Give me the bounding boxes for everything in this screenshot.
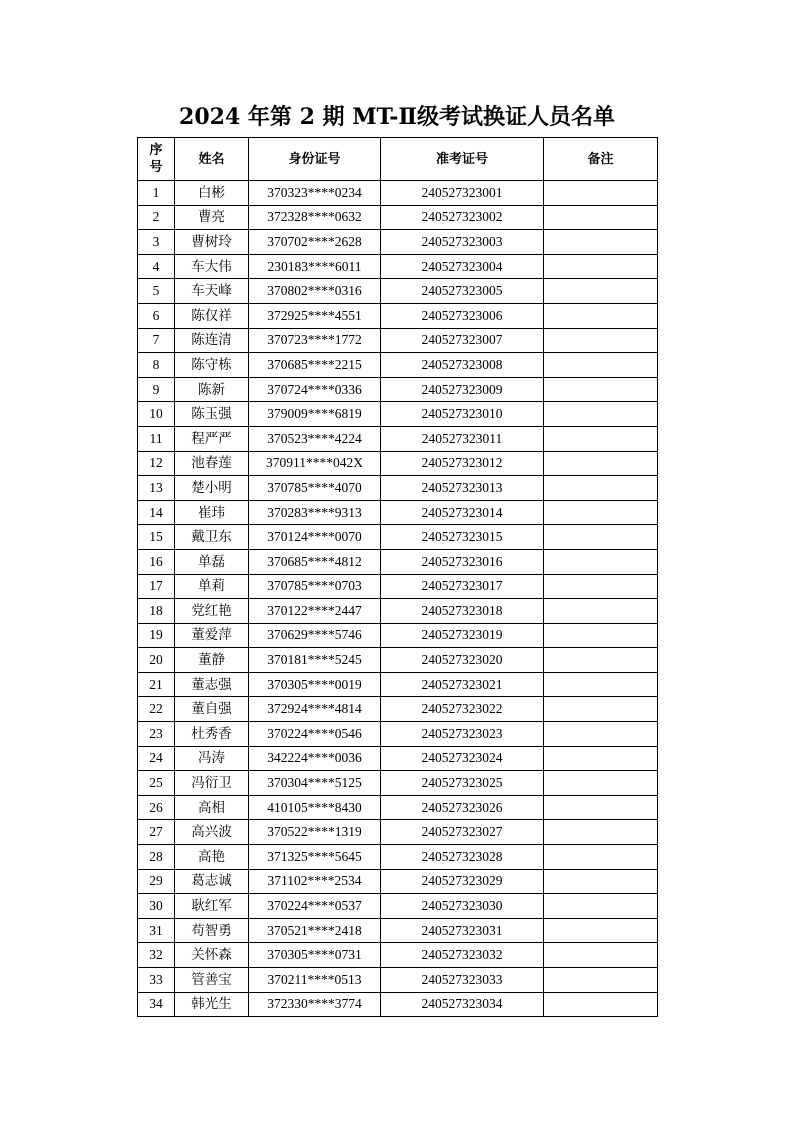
- table-row: [138, 574, 658, 599]
- cell-remarks: [544, 771, 658, 796]
- cell-seq: 6: [138, 303, 175, 328]
- table-header: [138, 138, 658, 181]
- header-id-number: 身份证号: [249, 138, 381, 181]
- cell-remarks: [544, 500, 658, 525]
- cell-id-number: 370523****4224: [249, 426, 381, 451]
- cell-name: 高兴波: [175, 820, 249, 845]
- cell-remarks: [544, 697, 658, 722]
- cell-name: 车大伟: [175, 254, 249, 279]
- table-row: [138, 181, 658, 206]
- cell-seq: 29: [138, 869, 175, 894]
- cell-remarks: [544, 746, 658, 771]
- cell-name: 高艳: [175, 845, 249, 870]
- cell-seq: 27: [138, 820, 175, 845]
- cell-exam-number: 240527323021: [381, 672, 544, 697]
- cell-remarks: [544, 599, 658, 624]
- cell-remarks: [544, 869, 658, 894]
- cell-exam-number: 240527323004: [381, 254, 544, 279]
- cell-seq: 26: [138, 795, 175, 820]
- cell-name: 陈仅祥: [175, 303, 249, 328]
- cell-exam-number: 240527323015: [381, 525, 544, 550]
- cell-remarks: [544, 205, 658, 230]
- cell-name: 冯涛: [175, 746, 249, 771]
- cell-exam-number: 240527323017: [381, 574, 544, 599]
- table-row: [138, 303, 658, 328]
- cell-remarks: [544, 426, 658, 451]
- header-seq: 序号: [138, 138, 175, 181]
- cell-name: 单莉: [175, 574, 249, 599]
- table-row: [138, 377, 658, 402]
- page-title: 2024 年第 2 期 MT-Ⅱ级考试换证人员名单: [179, 104, 615, 130]
- cell-name: 冯衍卫: [175, 771, 249, 796]
- cell-name: 曹亮: [175, 205, 249, 230]
- cell-exam-number: 240527323020: [381, 648, 544, 673]
- table-body: [138, 181, 658, 1017]
- cell-remarks: [544, 402, 658, 427]
- cell-seq: 11: [138, 426, 175, 451]
- cell-exam-number: 240527323024: [381, 746, 544, 771]
- cell-name: 杜秀香: [175, 722, 249, 747]
- cell-name: 董自强: [175, 697, 249, 722]
- table-row: [138, 599, 658, 624]
- cell-id-number: 370521****2418: [249, 918, 381, 943]
- cell-exam-number: 240527323001: [381, 181, 544, 206]
- cell-id-number: 372330****3774: [249, 992, 381, 1017]
- cell-exam-number: 240527323027: [381, 820, 544, 845]
- table-row: [138, 943, 658, 968]
- cell-seq: 4: [138, 254, 175, 279]
- table-row: [138, 968, 658, 993]
- table-row: [138, 279, 658, 304]
- cell-id-number: 370785****0703: [249, 574, 381, 599]
- cell-exam-number: 240527323022: [381, 697, 544, 722]
- cell-exam-number: 240527323009: [381, 377, 544, 402]
- cell-seq: 22: [138, 697, 175, 722]
- cell-name: 葛志诚: [175, 869, 249, 894]
- table-row: [138, 549, 658, 574]
- cell-exam-number: 240527323018: [381, 599, 544, 624]
- cell-name: 单磊: [175, 549, 249, 574]
- cell-exam-number: 240527323012: [381, 451, 544, 476]
- table-row: [138, 894, 658, 919]
- table-row: [138, 328, 658, 353]
- cell-remarks: [544, 254, 658, 279]
- cell-remarks: [544, 894, 658, 919]
- cell-seq: 5: [138, 279, 175, 304]
- cell-seq: 16: [138, 549, 175, 574]
- cell-id-number: 370685****4812: [249, 549, 381, 574]
- cell-name: 陈新: [175, 377, 249, 402]
- cell-seq: 12: [138, 451, 175, 476]
- cell-remarks: [544, 303, 658, 328]
- cell-id-number: 371325****5645: [249, 845, 381, 870]
- cell-id-number: 370211****0513: [249, 968, 381, 993]
- cell-seq: 9: [138, 377, 175, 402]
- cell-exam-number: 240527323026: [381, 795, 544, 820]
- cell-exam-number: 240527323008: [381, 353, 544, 378]
- cell-name: 崔玮: [175, 500, 249, 525]
- cell-remarks: [544, 476, 658, 501]
- cell-id-number: 410105****8430: [249, 795, 381, 820]
- cell-remarks: [544, 279, 658, 304]
- cell-id-number: 370629****5746: [249, 623, 381, 648]
- cell-name: 党红艳: [175, 599, 249, 624]
- cell-seq: 33: [138, 968, 175, 993]
- cell-id-number: 372925****4551: [249, 303, 381, 328]
- cell-remarks: [544, 845, 658, 870]
- cell-name: 陈守栋: [175, 353, 249, 378]
- cell-remarks: [544, 648, 658, 673]
- cell-seq: 28: [138, 845, 175, 870]
- cell-seq: 15: [138, 525, 175, 550]
- cell-exam-number: 240527323023: [381, 722, 544, 747]
- cell-name: 车天峰: [175, 279, 249, 304]
- cell-seq: 8: [138, 353, 175, 378]
- cell-id-number: 371102****2534: [249, 869, 381, 894]
- cell-seq: 1: [138, 181, 175, 206]
- table-row: [138, 205, 658, 230]
- cell-remarks: [544, 992, 658, 1017]
- cell-remarks: [544, 451, 658, 476]
- table-row: [138, 648, 658, 673]
- cell-id-number: 370224****0546: [249, 722, 381, 747]
- header-row: [138, 138, 658, 181]
- cell-exam-number: 240527323030: [381, 894, 544, 919]
- table-row: [138, 451, 658, 476]
- cell-seq: 2: [138, 205, 175, 230]
- cell-name: 楚小明: [175, 476, 249, 501]
- cell-id-number: 370181****5245: [249, 648, 381, 673]
- table-row: [138, 722, 658, 747]
- cell-name: 管善宝: [175, 968, 249, 993]
- cell-remarks: [544, 574, 658, 599]
- cell-id-number: 372328****0632: [249, 205, 381, 230]
- cell-seq: 3: [138, 230, 175, 255]
- cell-remarks: [544, 525, 658, 550]
- table-row: [138, 500, 658, 525]
- cell-exam-number: 240527323016: [381, 549, 544, 574]
- table-row: [138, 353, 658, 378]
- cell-remarks: [544, 549, 658, 574]
- cell-exam-number: 240527323006: [381, 303, 544, 328]
- table-row: [138, 746, 658, 771]
- cell-name: 陈玉强: [175, 402, 249, 427]
- cell-seq: 31: [138, 918, 175, 943]
- cell-exam-number: 240527323003: [381, 230, 544, 255]
- table-row: [138, 476, 658, 501]
- cell-seq: 10: [138, 402, 175, 427]
- table-row: [138, 771, 658, 796]
- cell-seq: 23: [138, 722, 175, 747]
- cell-exam-number: 240527323033: [381, 968, 544, 993]
- table-row: [138, 525, 658, 550]
- cell-remarks: [544, 968, 658, 993]
- cell-remarks: [544, 820, 658, 845]
- table-row: [138, 402, 658, 427]
- cell-id-number: 342224****0036: [249, 746, 381, 771]
- cell-id-number: 370305****0019: [249, 672, 381, 697]
- cell-name: 池春莲: [175, 451, 249, 476]
- cell-name: 曹树玲: [175, 230, 249, 255]
- cell-name: 程严严: [175, 426, 249, 451]
- cell-name: 董静: [175, 648, 249, 673]
- cell-name: 董志强: [175, 672, 249, 697]
- cell-seq: 20: [138, 648, 175, 673]
- cell-id-number: 370304****5125: [249, 771, 381, 796]
- cell-remarks: [544, 795, 658, 820]
- cell-id-number: 370802****0316: [249, 279, 381, 304]
- cell-remarks: [544, 943, 658, 968]
- table-row: [138, 426, 658, 451]
- table-row: [138, 672, 658, 697]
- cell-remarks: [544, 722, 658, 747]
- cell-name: 高相: [175, 795, 249, 820]
- cell-id-number: 370522****1319: [249, 820, 381, 845]
- cell-exam-number: 240527323029: [381, 869, 544, 894]
- roster-table: [137, 137, 658, 1017]
- cell-seq: 18: [138, 599, 175, 624]
- cell-id-number: 370122****2447: [249, 599, 381, 624]
- table-row: [138, 230, 658, 255]
- cell-name: 白彬: [175, 181, 249, 206]
- cell-seq: 14: [138, 500, 175, 525]
- cell-id-number: 370724****0336: [249, 377, 381, 402]
- cell-name: 苟智勇: [175, 918, 249, 943]
- table-row: [138, 254, 658, 279]
- cell-remarks: [544, 918, 658, 943]
- cell-exam-number: 240527323031: [381, 918, 544, 943]
- cell-id-number: 370305****0731: [249, 943, 381, 968]
- cell-exam-number: 240527323013: [381, 476, 544, 501]
- cell-remarks: [544, 181, 658, 206]
- cell-exam-number: 240527323025: [381, 771, 544, 796]
- cell-exam-number: 240527323034: [381, 992, 544, 1017]
- cell-seq: 19: [138, 623, 175, 648]
- cell-id-number: 370785****4070: [249, 476, 381, 501]
- cell-id-number: 370911****042X: [249, 451, 381, 476]
- cell-exam-number: 240527323007: [381, 328, 544, 353]
- cell-seq: 21: [138, 672, 175, 697]
- cell-exam-number: 240527323002: [381, 205, 544, 230]
- cell-remarks: [544, 230, 658, 255]
- cell-seq: 13: [138, 476, 175, 501]
- cell-seq: 30: [138, 894, 175, 919]
- table-row: [138, 918, 658, 943]
- cell-seq: 34: [138, 992, 175, 1017]
- cell-id-number: 370323****0234: [249, 181, 381, 206]
- cell-remarks: [544, 353, 658, 378]
- cell-remarks: [544, 623, 658, 648]
- cell-id-number: 370224****0537: [249, 894, 381, 919]
- cell-name: 关怀森: [175, 943, 249, 968]
- table-row: [138, 869, 658, 894]
- table-row: [138, 623, 658, 648]
- table-row: [138, 697, 658, 722]
- cell-exam-number: 240527323028: [381, 845, 544, 870]
- cell-id-number: 370124****0070: [249, 525, 381, 550]
- header-exam-number: 准考证号: [381, 138, 544, 181]
- table-row: [138, 795, 658, 820]
- cell-exam-number: 240527323032: [381, 943, 544, 968]
- cell-id-number: 372924****4814: [249, 697, 381, 722]
- cell-name: 韩光生: [175, 992, 249, 1017]
- cell-seq: 17: [138, 574, 175, 599]
- cell-remarks: [544, 672, 658, 697]
- cell-exam-number: 240527323019: [381, 623, 544, 648]
- header-name: 姓名: [175, 138, 249, 181]
- cell-seq: 32: [138, 943, 175, 968]
- cell-id-number: 370723****1772: [249, 328, 381, 353]
- cell-exam-number: 240527323005: [381, 279, 544, 304]
- cell-name: 耿红军: [175, 894, 249, 919]
- cell-id-number: 370702****2628: [249, 230, 381, 255]
- cell-seq: 25: [138, 771, 175, 796]
- cell-exam-number: 240527323010: [381, 402, 544, 427]
- cell-remarks: [544, 377, 658, 402]
- cell-id-number: 230183****6011: [249, 254, 381, 279]
- cell-id-number: 370685****2215: [249, 353, 381, 378]
- table-row: [138, 845, 658, 870]
- cell-id-number: 370283****9313: [249, 500, 381, 525]
- cell-name: 陈连清: [175, 328, 249, 353]
- cell-name: 戴卫东: [175, 525, 249, 550]
- cell-exam-number: 240527323014: [381, 500, 544, 525]
- cell-name: 董爱萍: [175, 623, 249, 648]
- cell-seq: 7: [138, 328, 175, 353]
- cell-id-number: 379009****6819: [249, 402, 381, 427]
- cell-seq: 24: [138, 746, 175, 771]
- header-remarks: 备注: [544, 138, 658, 181]
- cell-remarks: [544, 328, 658, 353]
- table-row: [138, 992, 658, 1017]
- cell-exam-number: 240527323011: [381, 426, 544, 451]
- table-row: [138, 820, 658, 845]
